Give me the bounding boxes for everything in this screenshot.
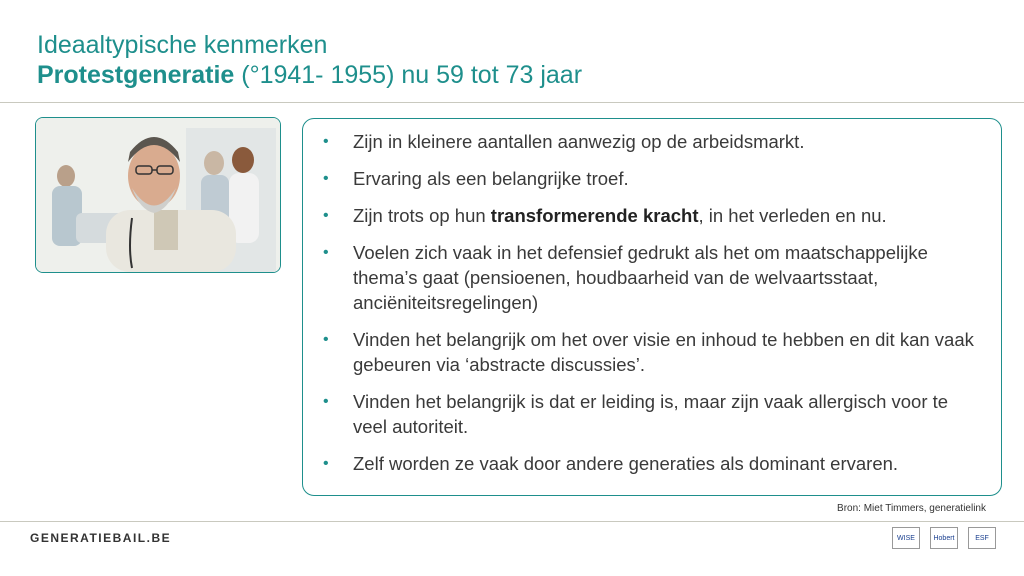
hobert-logo-icon: Hobert	[930, 527, 958, 549]
list-item	[303, 389, 985, 439]
list-item	[303, 129, 985, 154]
title-line-1: Ideaaltypische kenmerken	[37, 31, 328, 59]
characteristics-list	[303, 119, 1001, 476]
list-item-text-end: , in het verleden en nu.	[698, 205, 887, 226]
list-item-text: Zelf worden ze vaak door andere generaties als dominant ervaren.	[353, 453, 899, 474]
bullet-icon: •	[323, 331, 329, 348]
list-item-text: Zijn in kleinere aantallen aanwezig op de arbeidsmarkt.	[353, 131, 805, 152]
list-item-text: Zijn trots op hun	[353, 205, 491, 226]
esf-logo-icon: ESF	[968, 527, 996, 549]
title-line-2	[37, 60, 582, 90]
top-divider	[0, 102, 1024, 103]
list-item	[303, 240, 985, 315]
list-item	[303, 451, 985, 476]
list-item	[303, 203, 985, 228]
photo-elderly-doctor	[35, 117, 281, 273]
list-item-emphasis: transformerende kracht	[490, 205, 699, 226]
list-item	[303, 327, 985, 377]
slide-title	[37, 30, 582, 90]
list-item	[303, 166, 985, 191]
partner-logos	[892, 527, 996, 549]
characteristics-box	[302, 118, 1002, 496]
bottom-divider	[0, 521, 1024, 522]
list-item-text: Vinden het belangrijk om het over visie en inhoud te hebben en dit kan vaak gebeuren via ‘abstracte discussies’.	[353, 329, 974, 375]
bullet-icon: •	[323, 170, 329, 187]
list-item-text: Ervaring als een belangrijke troef.	[353, 168, 629, 189]
title-generation-name: Protestgeneratie	[37, 61, 235, 89]
bullet-icon: •	[323, 207, 329, 224]
list-item-text: Voelen zich vaak in het defensief gedrukt als het om maatschappelijke thema’s gaat (pensioenen, houdbaarheid van de welvaartsstaat, anciëniteitsregelingen)	[353, 242, 928, 313]
bullet-icon: •	[323, 455, 329, 472]
photo-illustration	[36, 118, 280, 272]
title-generation-years: (°1941- 1955) nu 59 tot 73 jaar	[234, 61, 583, 89]
bullet-icon: •	[323, 244, 329, 261]
source-citation: Bron: Miet Timmers, generatielink	[837, 503, 986, 514]
wise-logo-icon: WISE	[892, 527, 920, 549]
bullet-icon: •	[323, 133, 329, 150]
bullet-icon: •	[323, 393, 329, 410]
brand-logo-text: GENERATIEBAIL.BE	[30, 531, 172, 545]
list-item-text: Vinden het belangrijk is dat er leiding is, maar zijn vaak allergisch voor te veel autoriteit.	[353, 391, 949, 437]
